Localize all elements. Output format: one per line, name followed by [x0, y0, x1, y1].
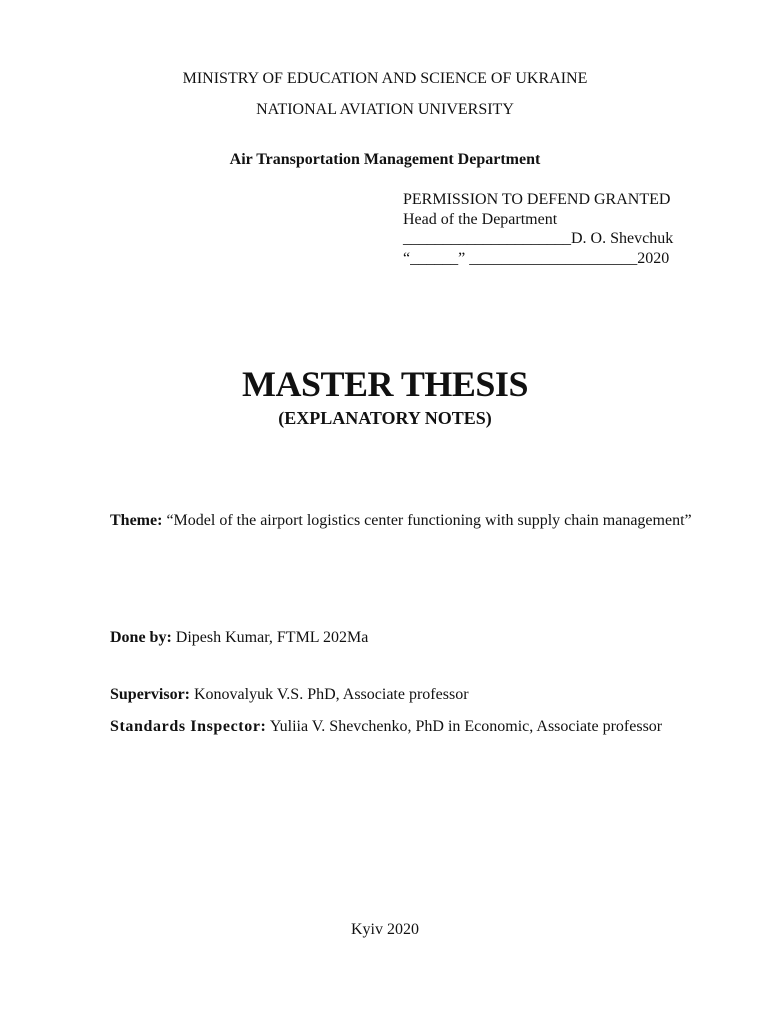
document-title: MASTER THESIS [242, 364, 528, 404]
done-by-label: Done by: [110, 629, 172, 646]
ministry-heading: MINISTRY OF EDUCATION AND SCIENCE OF UKRAINE [182, 70, 588, 87]
head-signature-line: _____________________D. O. Shevchuk [403, 230, 674, 247]
inspector-label: Standards Inspector: [110, 718, 267, 735]
city-year: Kyiv 2020 [351, 921, 419, 938]
supervisor-label: Supervisor: [110, 686, 190, 703]
done-by-paragraph [110, 627, 715, 649]
head-of-department-label: Head of the Department [403, 210, 558, 228]
university-heading: NATIONAL AVIATION UNIVERSITY [256, 101, 514, 118]
permission-title: PERMISSION TO DEFEND GRANTED [403, 191, 671, 208]
department-heading: Air Transportation Management Department [229, 151, 541, 168]
supervisor-text: Konovalyuk V.S. PhD, Associate professor [194, 686, 469, 703]
document-subtitle: (EXPLANATORY NOTES) [278, 408, 492, 428]
supervisor-paragraph [110, 684, 715, 706]
theme-text: “Model of the airport logistics center functioning with supply chain management” [166, 512, 692, 529]
inspector-text: Yuliia V. Shevchenko, PhD in Economic, Associate professor [269, 718, 663, 735]
inspector-paragraph [110, 712, 715, 742]
date-signature-line: “______” _____________________2020 [403, 249, 670, 267]
permission-block [403, 190, 723, 268]
done-by-text: Dipesh Kumar, FTML 202Ma [175, 629, 369, 646]
theme-paragraph [110, 506, 715, 536]
theme-label: Theme: [110, 512, 163, 529]
